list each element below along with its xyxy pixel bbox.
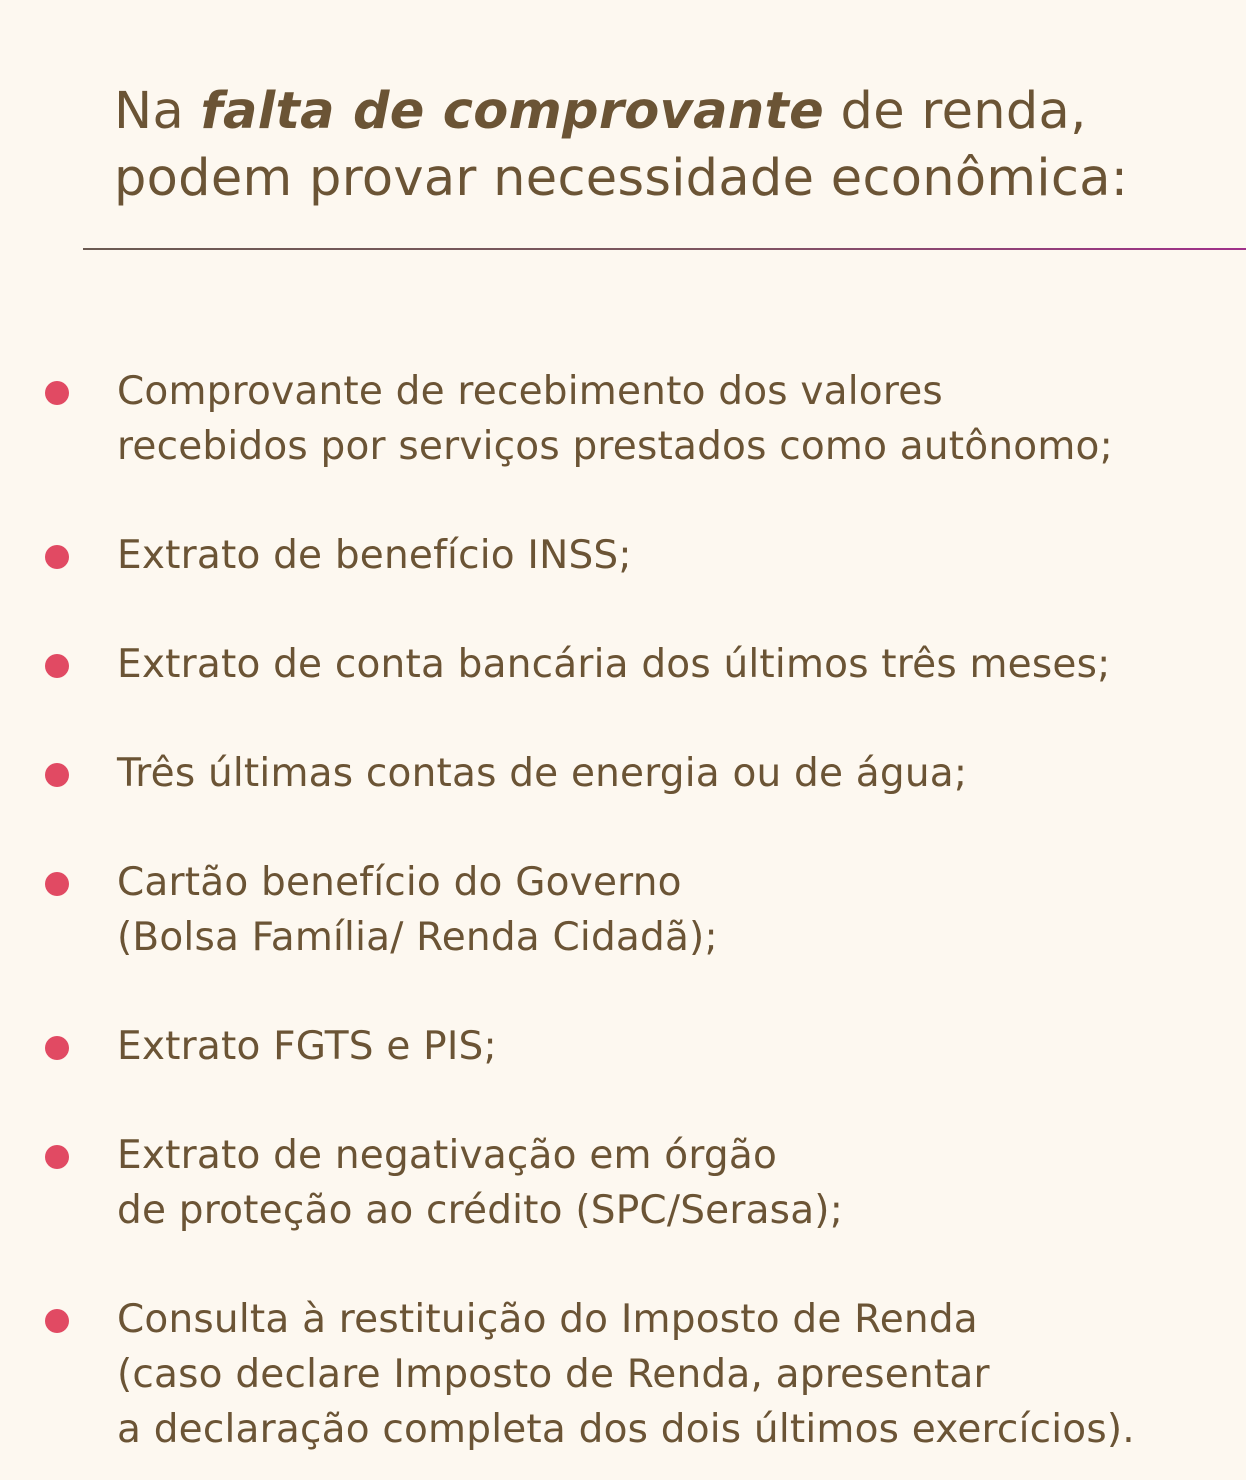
page-title-prefix: Na — [114, 82, 201, 141]
page-title-line-2: podem provar necessidade econômica: — [114, 149, 1129, 208]
list-item-line: (Bolsa Família/ Renda Cidadã); — [117, 915, 718, 960]
list-item-line: Comprovante de recebimento dos valores — [117, 369, 943, 414]
bullet-icon — [45, 1036, 69, 1060]
list-item-line: Três últimas contas de energia ou de água; — [117, 751, 968, 796]
list-item-text — [117, 855, 718, 965]
list-item-line: de proteção ao crédito (SPC/Serasa); — [117, 1188, 844, 1233]
page-title — [114, 78, 1224, 212]
list-item-line: Extrato de benefício INSS; — [117, 533, 632, 578]
list-item-line: Extrato de negativação em órgão — [117, 1133, 778, 1178]
list-item-text — [117, 637, 1110, 692]
page-title-suffix: de renda, — [824, 82, 1087, 141]
list-item-text — [117, 1128, 843, 1238]
bullet-icon — [45, 1145, 69, 1169]
list-item-line: Consulta à restituição do Imposto de Renda — [117, 1297, 978, 1342]
bullet-icon — [45, 381, 69, 405]
bullet-icon — [45, 1309, 69, 1333]
page-title-line-1 — [114, 78, 1224, 145]
list-item-text — [117, 364, 1113, 474]
list-item-text — [117, 528, 632, 583]
page-title-emphasis: falta de comprovante — [200, 82, 825, 141]
list-item-line: (caso declare Imposto de Renda, apresentar — [117, 1352, 990, 1397]
list-item-line: recebidos por serviços prestados como autônomo; — [117, 424, 1113, 469]
bullet-icon — [45, 872, 69, 896]
list-item-line: Extrato FGTS e PIS; — [117, 1024, 497, 1069]
list-item-text — [117, 746, 967, 801]
bullet-icon — [45, 545, 69, 569]
title-divider — [83, 248, 1246, 250]
bullet-icon — [45, 763, 69, 787]
list-item-line: a declaração completa dos dois últimos exercícios). — [117, 1407, 1135, 1452]
list-item-line: Cartão benefício do Governo — [117, 860, 682, 905]
bullet-icon — [45, 654, 69, 678]
list-item-line: Extrato de conta bancária dos últimos três meses; — [117, 642, 1111, 687]
list-item-text — [117, 1019, 497, 1074]
list-item-text — [117, 1292, 1135, 1457]
